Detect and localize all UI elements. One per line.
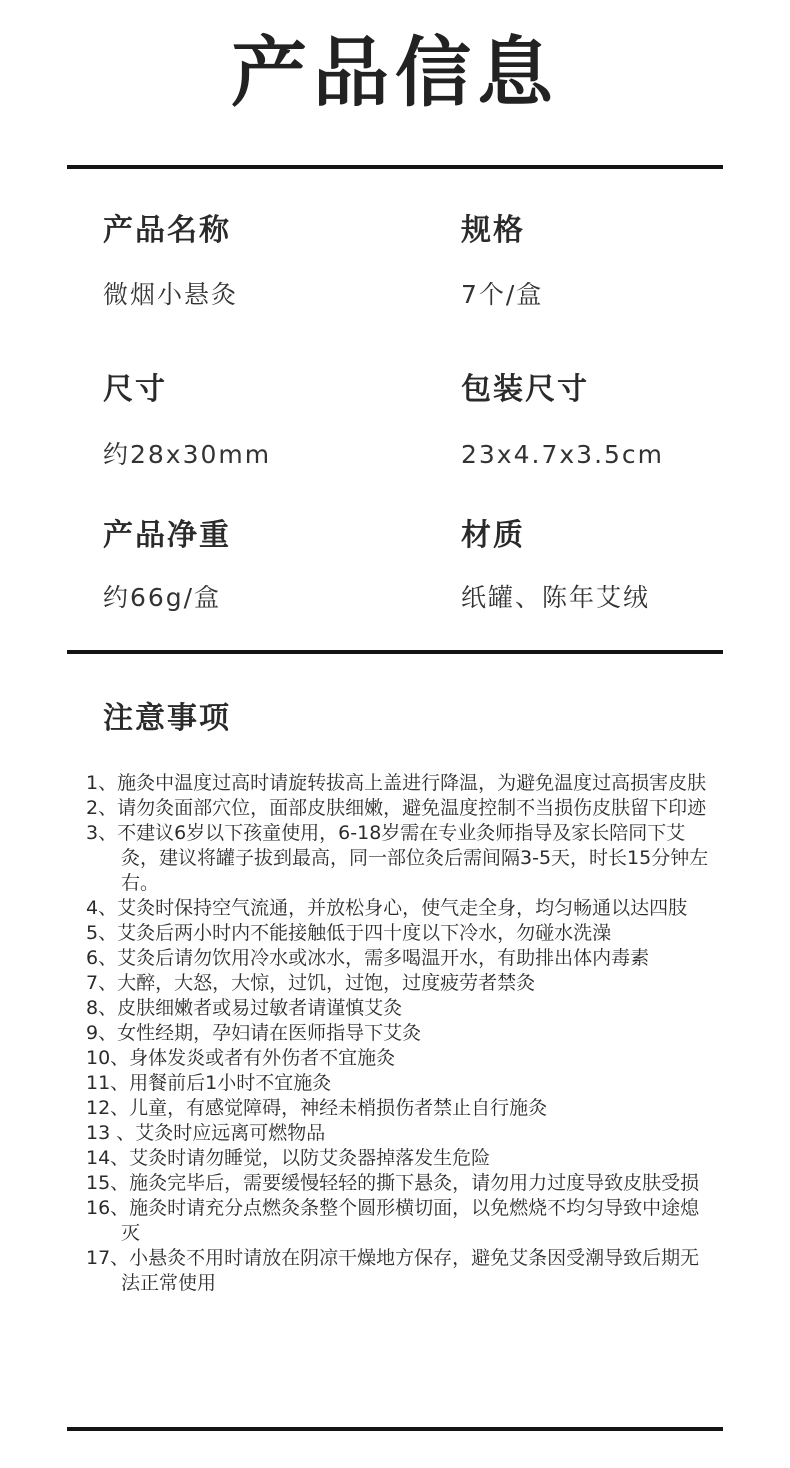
list-item: 10、身体发炎或者有外伤者不宜施灸 <box>86 1047 396 1069</box>
spec-value-material: 纸罐、陈年艾绒 <box>461 583 651 612</box>
spec-value-specification: 7个/盒 <box>461 280 544 309</box>
list-item: 8、皮肤细嫩者或易过敏者请谨慎艾灸 <box>86 997 403 1019</box>
list-item: 11、用餐前后1小时不宜施灸 <box>86 1072 332 1094</box>
list-item: 1、施灸中温度过高时请旋转拔高上盖进行降温，为避免温度过高损害皮肤 <box>86 772 707 794</box>
spec-value-net-weight: 约66g/盒 <box>103 583 222 612</box>
list-item: 3、不建议6岁以下孩童使用，6-18岁需在专业灸师指导及家长陪同下艾灸，建议将罐子拔到最高，同一部位灸后需间隔3-5天，时长15分钟左右。 <box>86 822 709 894</box>
list-item: 14、艾灸时请勿睡觉，以防艾灸器掉落发生危险 <box>86 1147 491 1169</box>
list-item: 7、大醉，大怒，大惊，过饥，过饱，过度疲劳者禁灸 <box>86 972 536 994</box>
spec-label-product-name: 产品名称 <box>103 213 231 248</box>
spec-label-material: 材质 <box>461 518 525 553</box>
list-item: 6、艾灸后请勿饮用冷水或冰水，需多喝温开水，有助排出体内毒素 <box>86 947 650 969</box>
spec-label-package-size: 包装尺寸 <box>461 372 589 407</box>
top-divider <box>67 165 723 169</box>
notes-title: 注意事项 <box>103 701 231 736</box>
list-item: 16、施灸时请充分点燃灸条整个圆形横切面，以免燃烧不均匀导致中途熄灭 <box>86 1197 700 1244</box>
spec-value-size: 约28x30mm <box>103 440 272 469</box>
list-item: 2、请勿灸面部穴位，面部皮肤细嫩，避免温度控制不当损伤皮肤留下印迹 <box>86 797 707 819</box>
bottom-divider <box>67 1427 723 1431</box>
notes-list <box>86 771 711 1296</box>
spec-value-package-size: 23x4.7x3.5cm <box>461 440 665 469</box>
spec-label-net-weight: 产品净重 <box>103 518 231 553</box>
list-item: 17、小悬灸不用时请放在阴凉干燥地方保存，避免艾条因受潮导致后期无法正常使用 <box>86 1247 700 1294</box>
list-item: 5、艾灸后两小时内不能接触低于四十度以下冷水，勿碰水洗澡 <box>86 922 612 944</box>
list-item: 12、儿童，有感觉障碍，神经未梢损伤者禁止自行施灸 <box>86 1097 548 1119</box>
spec-value-product-name: 微烟小悬灸 <box>103 280 239 309</box>
list-item: 4、艾灸时保持空气流通，并放松身心，使气走全身，均匀畅通以达四肢 <box>86 897 688 919</box>
list-item: 9、女性经期，孕妇请在医师指导下艾灸 <box>86 1022 422 1044</box>
middle-divider <box>67 650 723 654</box>
list-item: 15、施灸完毕后，需要缓慢轻轻的撕下悬灸，请勿用力过度导致皮肤受损 <box>86 1172 700 1194</box>
spec-label-size: 尺寸 <box>103 372 167 407</box>
page-title: 产品信息 <box>231 28 559 117</box>
list-item: 13 、艾灸时应远离可燃物品 <box>86 1122 326 1144</box>
spec-label-specification: 规格 <box>461 213 525 248</box>
